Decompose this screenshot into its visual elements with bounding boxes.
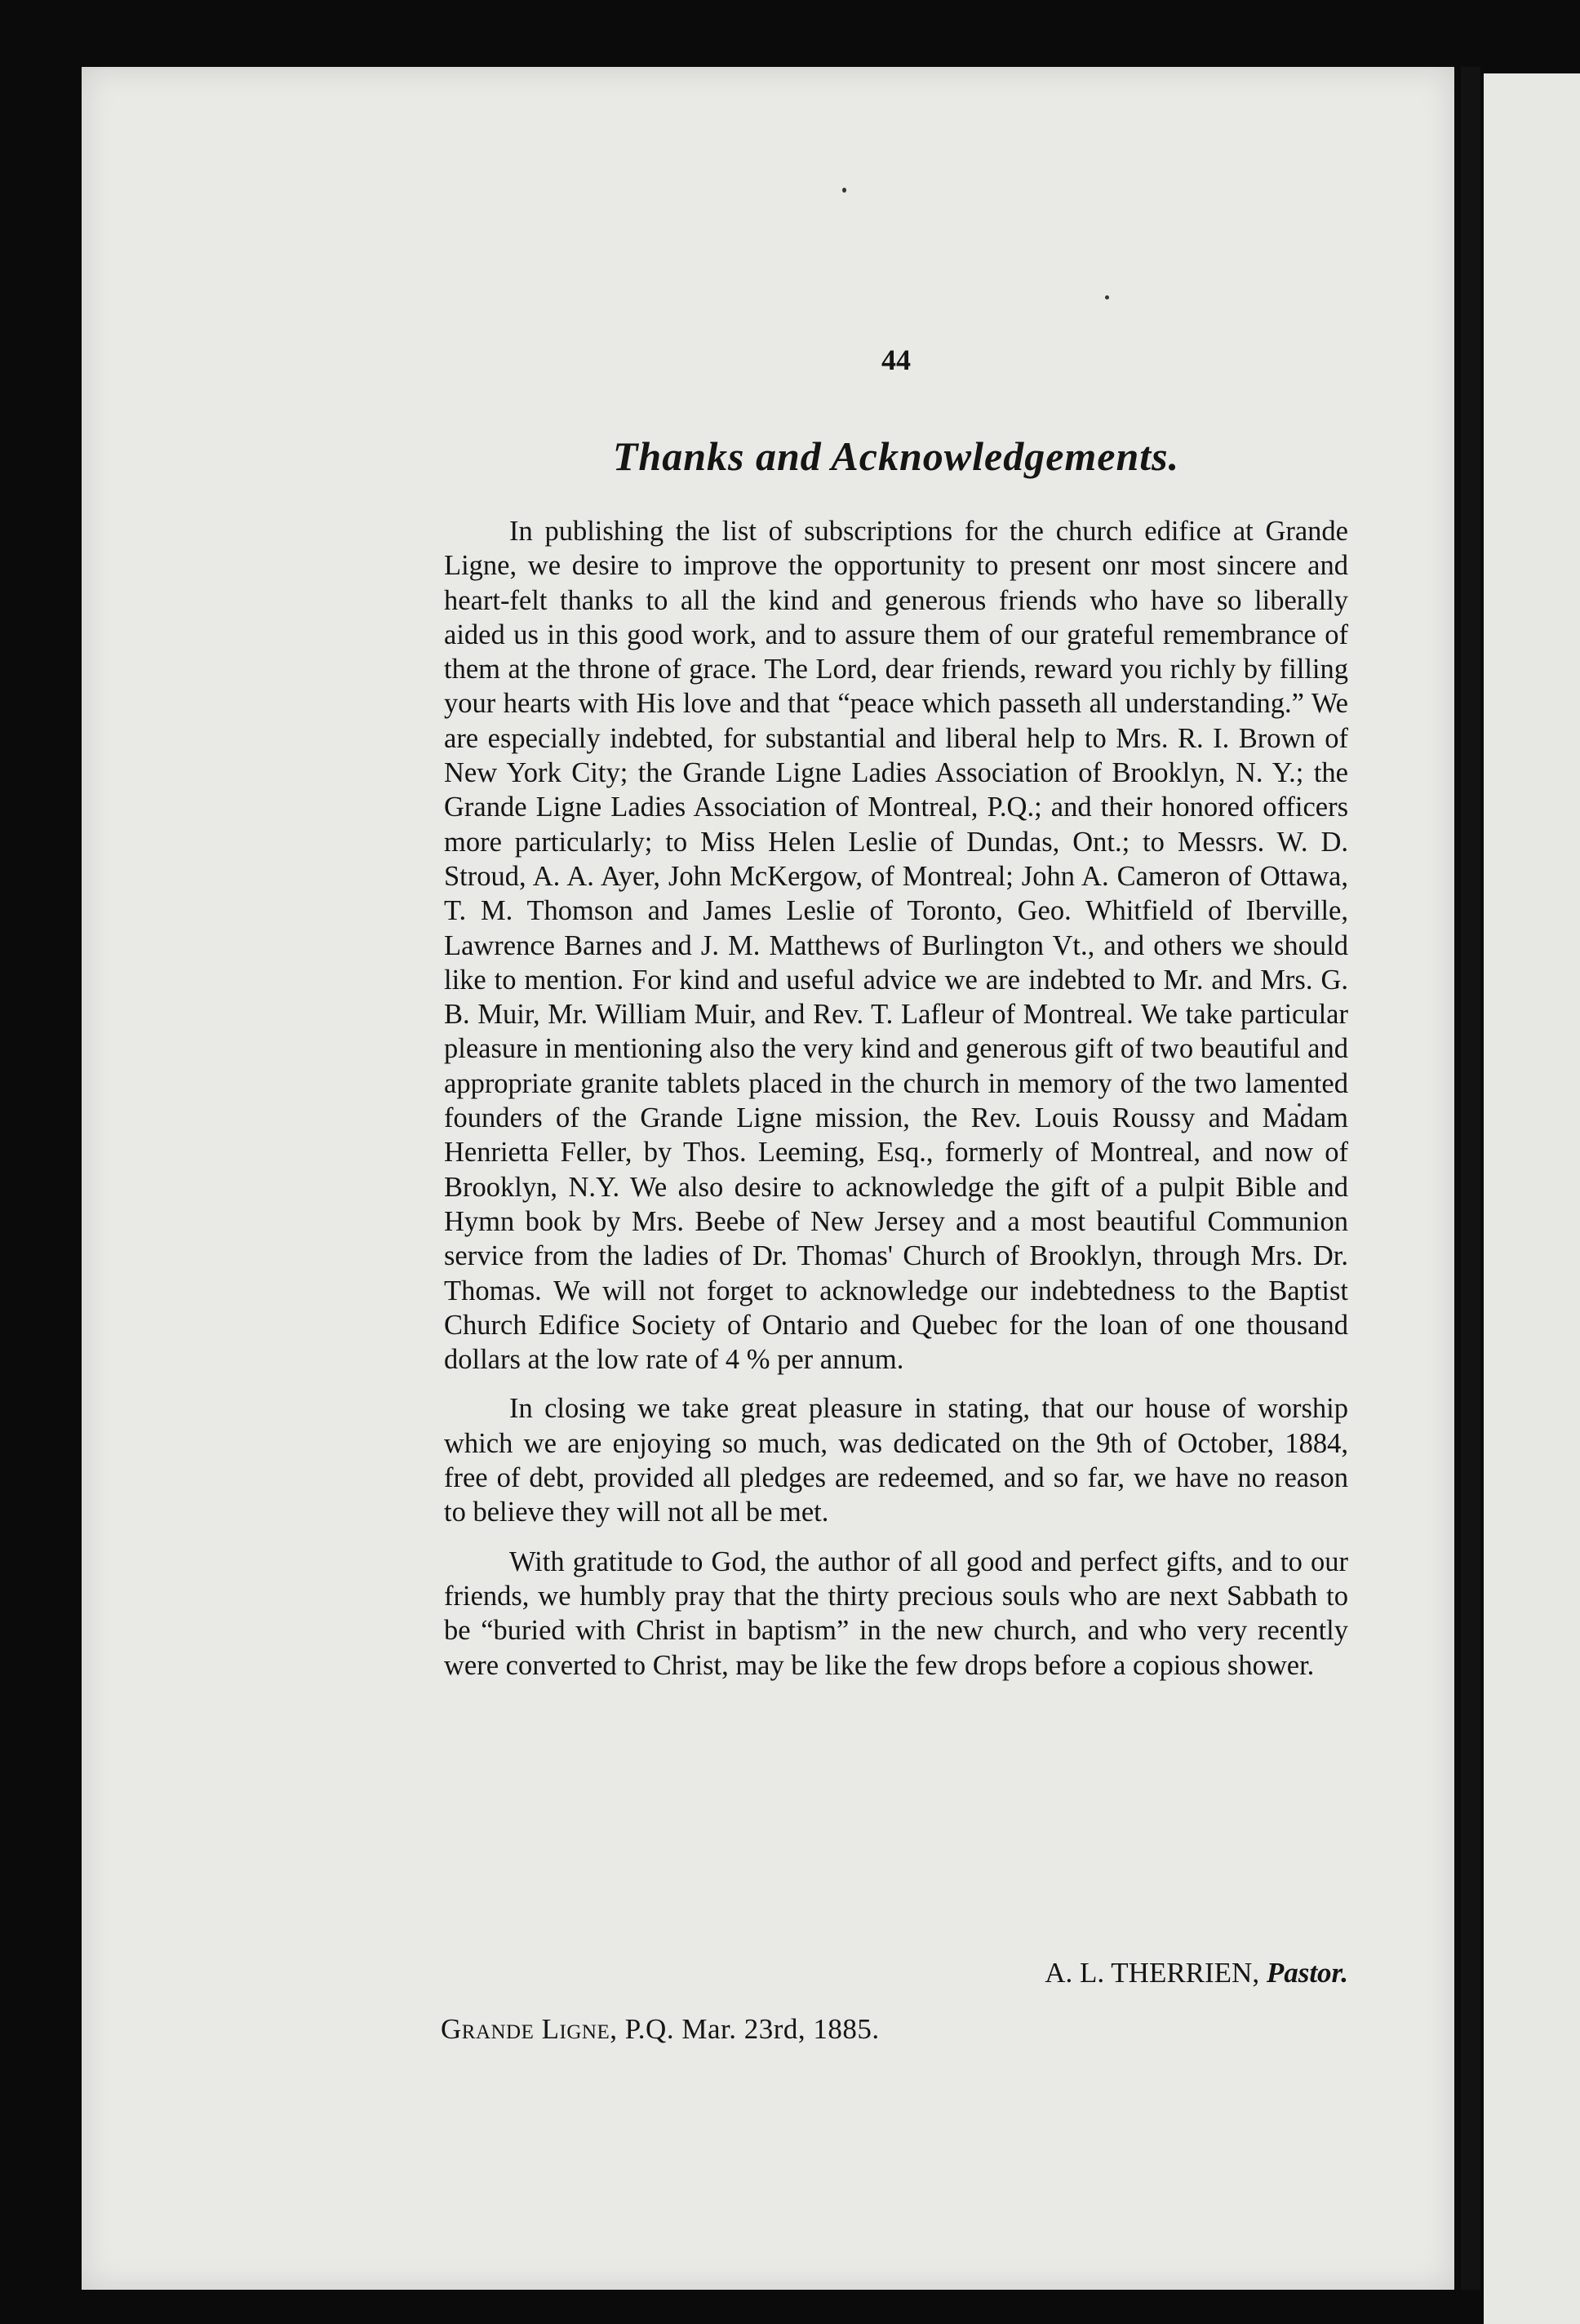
document-page [82,67,1454,2290]
signature-title: Pastor. [1266,1957,1348,1989]
paragraph-closing-prayer: With gratitude to God, the author of all good and perfect gifts, and to our friends, we humbly pray that the thirty precious souls who are next Sabbath to be “buried with Christ in baptism” in the new church, and who very recently were converted to Christ, may be like the few drops before a copious shower. [444,1546,1348,1681]
facing-page-edge [1484,73,1580,2324]
page-number: 44 [881,344,911,376]
signature [444,1957,1348,1989]
body-text [444,514,1348,1683]
paragraph-acknowledgements: In publishing the list of subscriptions for the church edifice at Grande Ligne, we desire to improve the opportunity to present onr most sincere and heart-felt thanks to all the kind and generous friends who have so liberally aided us in this good work, and to assure them of our grateful remembrance of them at the throne of grace. The Lord, dear friends, reward you richly by filling your hearts with His love and that “peace which passeth all understanding.” We are especially indebted, for substantial and liberal help to Mrs. R. I. Brown of New York City; the Grande Ligne Ladies Association of Brooklyn, N. Y.; the Grande Ligne Ladies Association of Montreal, P.Q.; and their honored officers more particularly; to Miss Helen Leslie of Dundas, Ont.; to Messrs. W. D. Stroud, A. A. Ayer, John McKergow, of Montreal; John A. Cameron of Ottawa, T. M. Thomson and James Leslie of Toronto, Geo. Whitfield of Iberville, Lawrence Barnes and J. M. Matthews of Burlington Vt., and others we should like to mention. For kind and useful advice we are indebted to Mr. and Mrs. G. B. Muir, Mr. William Muir, and Rev. T. Lafleur of Montreal. We take particular pleasure in mentioning also the very kind and generous gift of two beautiful and appropriate granite tablets placed in the church in memory of the two lamented founders of the Grande Ligne mission, the Rev. Louis Roussy and Madam Henrietta Feller, by Thos. Leeming, Esq., formerly of Montreal, and now of Brooklyn, N.Y. We also desire to acknowledge the gift of a pulpit Bible and Hymn book by Mrs. Beebe of New Jersey and a most beautiful Communion service from the ladies of Dr. Thomas' Church of Brooklyn, through Mrs. Dr. Thomas. We will not forget to acknowledge our indebtedness to the Baptist Church Edifice Society of Ontario and Quebec for the loan of one thousand dollars at the low rate of 4 % per annum. [444,516,1348,1376]
paragraph-dedication: In closing we take great pleasure in stating, that our house of worship which we are enjoying so much, was dedicated on the 9th of October, 1884, free of debt, provided all pledges are redeemed, and so far, we have no reason to believe they will not all be met. [444,1393,1348,1528]
signature-name: A. L. THERRIEN, [1045,1957,1260,1989]
book-gutter [1461,67,1480,2290]
dateline-place: Grande Ligne, [441,2013,618,2045]
dateline-date: P.Q. Mar. 23rd, 1885. [624,2013,880,2045]
dateline [441,2013,1345,2046]
page-heading: Thanks and Acknowledgements. [612,433,1180,479]
paper-speck [1105,295,1109,299]
paper-speck [842,188,846,193]
